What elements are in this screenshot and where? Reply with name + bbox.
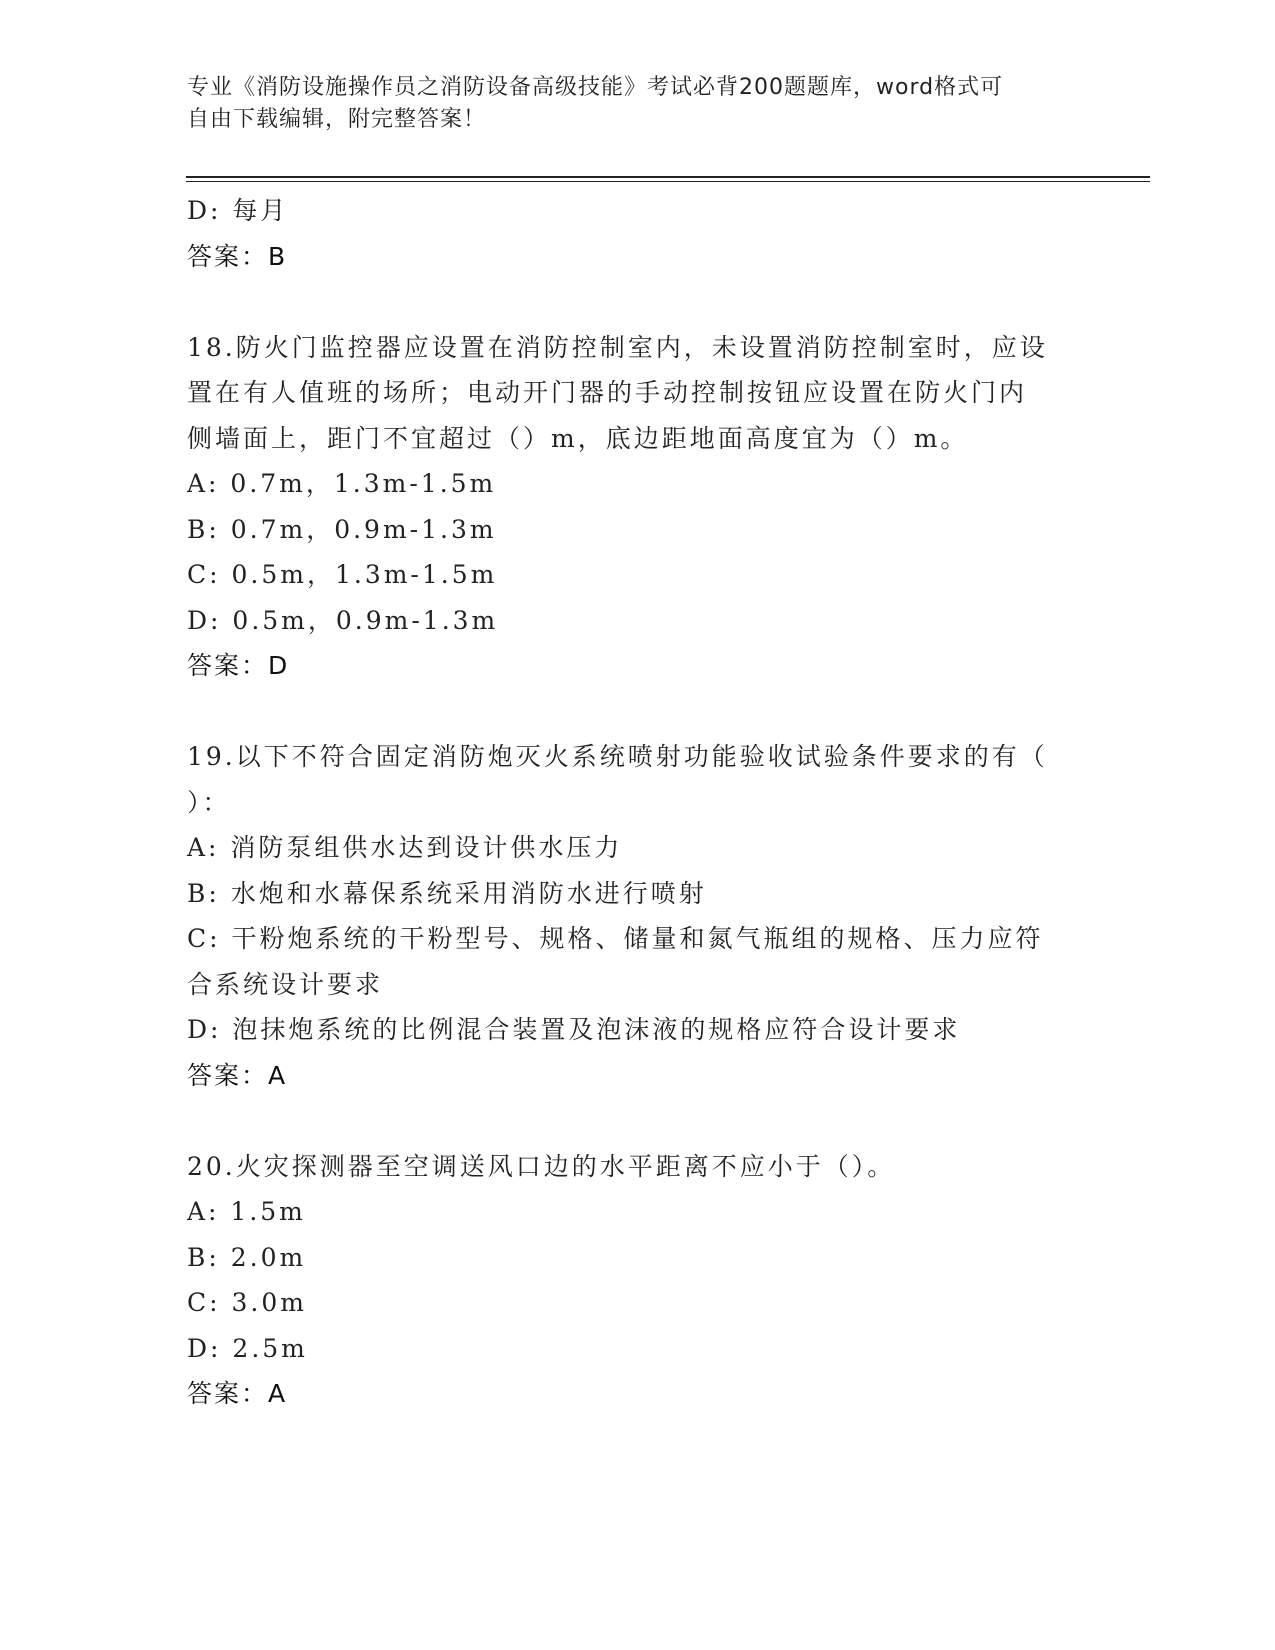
q19-stem-line-2: ）： bbox=[187, 787, 231, 817]
q19-answer: 答案：A bbox=[187, 1060, 288, 1090]
q19-stem-line-1: 19.以下不符合固定消防炮灭火系统喷射功能验收试验条件要求的有（ bbox=[187, 742, 1048, 771]
q19-option-b: B: 水炮和水幕保系统采用消防水进行喷射 bbox=[187, 878, 707, 908]
header-title-line-1: 专业《消防设施操作员之消防设备高级技能》考试必背200题题库，word格式可 bbox=[187, 75, 1004, 100]
q17-answer: 答案：B bbox=[187, 241, 288, 271]
spacer bbox=[187, 689, 1087, 735]
q18-option-d: D: 0.5m，0.9m-1.3m bbox=[187, 605, 499, 635]
spacer bbox=[187, 1098, 1087, 1144]
page-header bbox=[187, 72, 1087, 136]
q18-option-c: C: 0.5m，1.3m-1.5m bbox=[187, 560, 498, 589]
question-20 bbox=[187, 1144, 1087, 1417]
q19-option-c-line-1: C: 干粉炮系统的干粉型号、规格、储量和氮气瓶组的规格、压力应符 bbox=[187, 924, 1044, 953]
q18-option-a: A: 0.7m，1.3m-1.5m bbox=[187, 469, 497, 498]
q19-option-a: A: 消防泵组供水达到设计供水压力 bbox=[187, 833, 623, 862]
header-divider-thick bbox=[186, 176, 1150, 178]
q20-option-a: A: 1.5m bbox=[187, 1197, 306, 1226]
q19-option-c-line-2: 合系统设计要求 bbox=[187, 969, 384, 999]
q18-answer: 答案：D bbox=[187, 651, 290, 680]
q20-option-b: B: 2.0m bbox=[187, 1242, 307, 1272]
q18-stem-line-2: 置在有人值班的场所；电动开门器的手动控制按钮应设置在防火门内 bbox=[187, 378, 1028, 407]
document-body bbox=[187, 188, 1087, 1417]
q20-stem: 20.火灾探测器至空调送风口边的水平距离不应小于（）。 bbox=[187, 1151, 896, 1181]
header-divider-thin bbox=[186, 181, 1150, 182]
header-title-line-2: 自由下载编辑，附完整答案！ bbox=[187, 107, 487, 132]
q18-option-b: B: 0.7m，0.9m-1.3m bbox=[187, 514, 497, 544]
q18-stem-line-1: 18.防火门监控器应设置在消防控制室内，未设置消防控制室时，应设 bbox=[187, 332, 1048, 362]
q18-stem-line-3: 侧墙面上，距门不宜超过（）m，底边距地面高度宜为（）m。 bbox=[187, 423, 969, 453]
spacer bbox=[187, 279, 1087, 325]
q17-option-d: D: 每月 bbox=[187, 196, 289, 225]
q19-option-d: D: 泡抹炮系统的比例混合装置及泡沫液的规格应符合设计要求 bbox=[187, 1015, 961, 1044]
q20-option-c: C: 3.0m bbox=[187, 1288, 307, 1317]
question-19 bbox=[187, 734, 1087, 1098]
q20-option-d: D: 2.5m bbox=[187, 1333, 308, 1363]
q20-answer: 答案：A bbox=[187, 1379, 288, 1408]
question-18 bbox=[187, 325, 1087, 689]
